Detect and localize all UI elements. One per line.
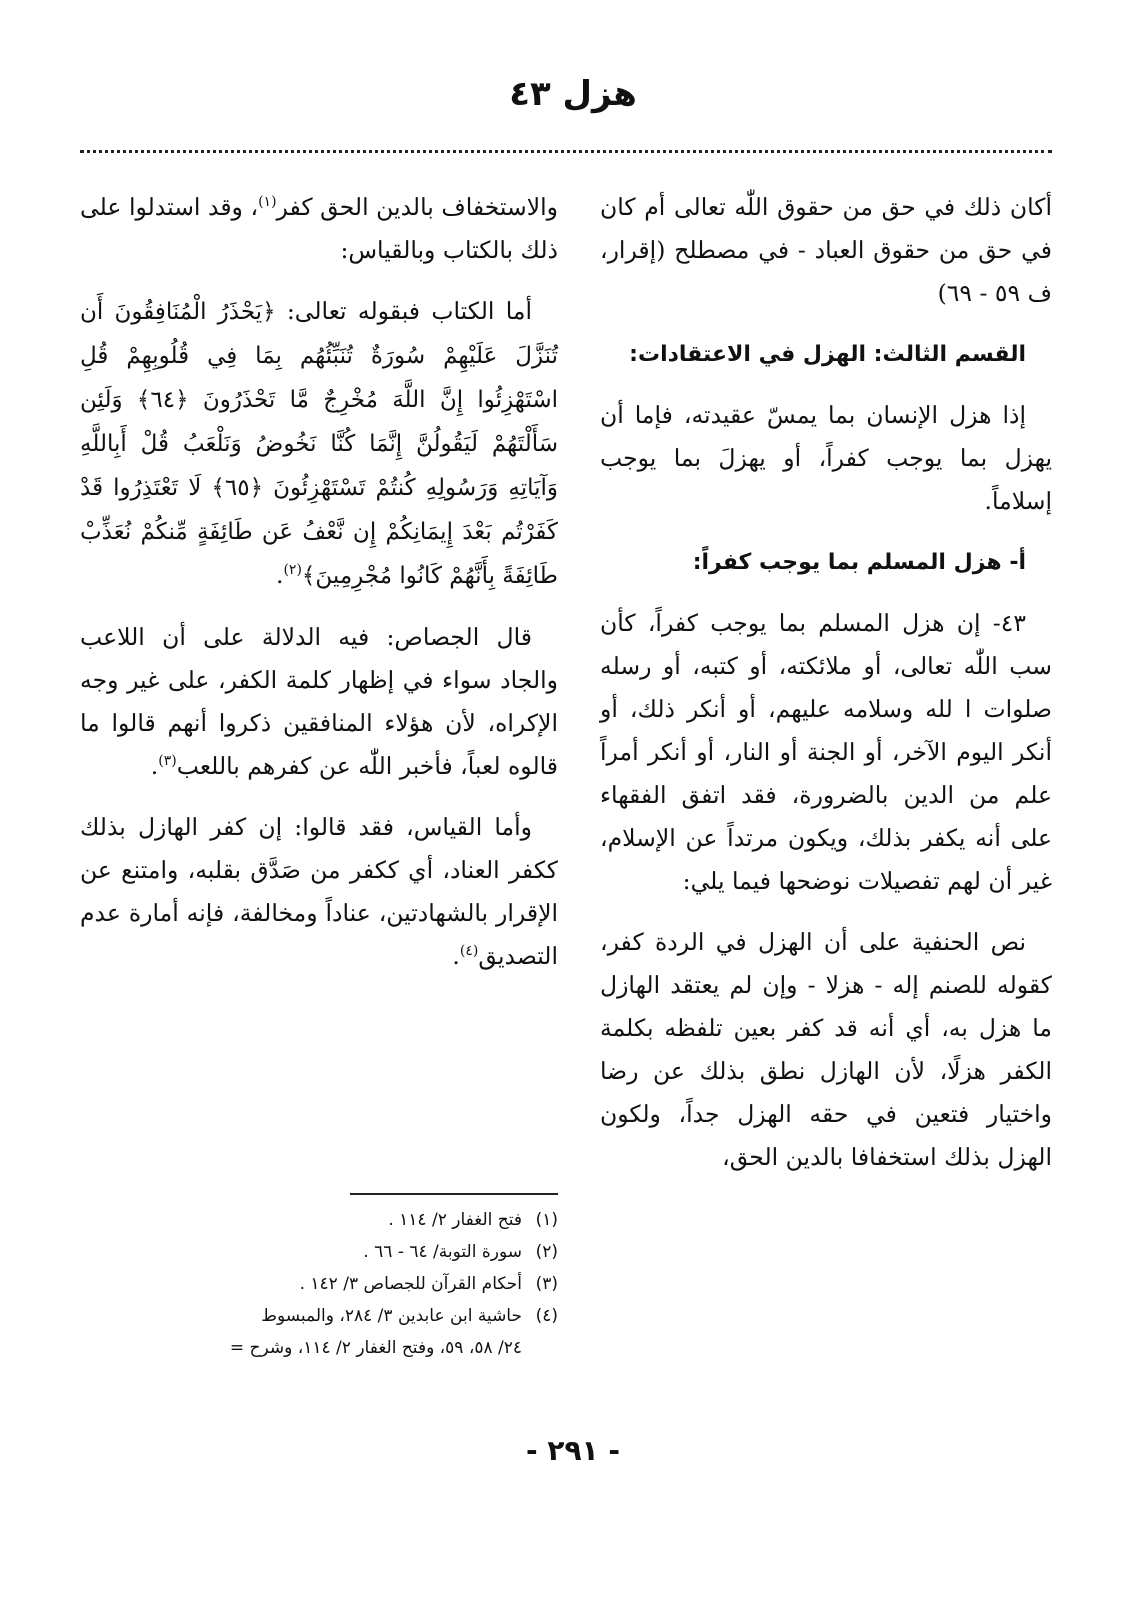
right-column — [600, 186, 1052, 1197]
footnote-continuation: ٢٤/ ٥٨، ٥٩، وفتح الغفار ٢/ ١١٤، وشرح = — [229, 1338, 522, 1358]
subheading-muslim-jest: أ- هزل المسلم بما يوجب كفراً: — [692, 550, 1026, 575]
paragraph-continuation: أكان ذلك في حق من حقوق اللّٰه تعالى أم كان في حق من حقوق العباد - في مصطلح (إقرار، ف ٥٩ - ٦٩) — [600, 193, 1052, 307]
page-header-title: هزل ٤٣ — [509, 74, 637, 114]
footnote-ref: (١) — [258, 194, 277, 211]
paragraph-text: وأما القياس، فقد قالوا: إن كفر الهازل بذلك ككفر العناد، أي ككفر من صَدَّق بقلبه، وامتنع عن الإقرار بالشهادتين، عناداً ومخالفة، فإنه أمارة عدم التصديق — [80, 813, 558, 970]
paragraph-text: . — [275, 561, 284, 589]
footnote-item — [80, 1300, 558, 1332]
page-number: - ٢٩١ - — [525, 1434, 621, 1467]
footnote-item — [80, 1268, 558, 1300]
footnote-item — [80, 1236, 558, 1268]
paragraph-text: قال الجصاص: فيه الدلالة على أن اللاعب والجاد سواء في إظهار كلمة الكفر، على غير وجه الإكراه، لأن هؤلاء المنافقين ذكروا أنهم قالوا ما قالوه لعباً، فأخبر اللّٰه عن كفرهم باللعب — [80, 623, 558, 780]
footnote-separator — [350, 1193, 558, 1195]
paragraph-quran-evidence — [80, 290, 558, 598]
footnote-text: سورة التوبة/ ٦٤ - ٦٦ . — [363, 1242, 522, 1262]
quran-verses: ﴿يَحْذَرُ الْمُنَافِقُونَ أَن تُنَزَّلَ عَلَيْهِمْ سُورَةٌ تُنَبِّئُهُم بِمَا فِي قُلُوبِهِمْ قُلِ اسْتَهْزِئُوا إِنَّ اللَّهَ مُخْرِجٌ مَّا تَحْذَرُونَ ﴿٦٤﴾ وَلَئِن سَأَلْتَهُمْ لَيَقُولُنَّ إِنَّمَا كُنَّا نَخُوضُ وَنَلْعَبُ قُلْ أَبِاللَّهِ وَآيَاتِهِ وَرَسُولِهِ كُنتُمْ تَسْتَهْزِئُونَ ﴿٦٥﴾ لَا تَعْتَذِرُوا قَدْ كَفَرْتُم بَعْدَ إِيمَانِكُمْ إِن نَّعْفُ عَن طَائِفَةٍ مِّنكُمْ نُعَذِّبْ طَائِفَةً بِأَنَّهُمْ كَانُوا مُجْرِمِينَ﴾ — [80, 299, 558, 589]
footnote-ref: (٤) — [459, 943, 479, 960]
paragraph-hanafi-view: نص الحنفية على أن الهزل في الردة كفر، كقوله للصنم إله - هزلا - وإن لم يعتقد الهازل ما هزل به، أي أنه قد كفر بعين تلفظه بكلمة الكفر هزلًا، لأن الهازل نطق بذلك عن رضا واختيار فتعين في حقه الهزل جداً، ولكون الهزل بذلك استخفافا بالدين الحق، — [600, 928, 1052, 1171]
footnote-number: (٢) — [535, 1242, 558, 1262]
footnote-ref: (٢) — [283, 562, 302, 579]
footnotes — [80, 1204, 558, 1364]
left-column — [80, 186, 558, 996]
paragraph-text: والاستخفاف بالدين الحق كفر — [276, 193, 558, 221]
header-dotted-rule — [80, 150, 1052, 153]
paragraph-jassas-quote — [80, 616, 558, 788]
footnote-number: (١) — [535, 1210, 558, 1230]
footnote-text: حاشية ابن عابدين ٣/ ٢٨٤، والمبسوط — [261, 1306, 522, 1326]
footnote-ref: (٣) — [158, 753, 177, 770]
paragraph-article-43: ٤٣- إن هزل المسلم بما يوجب كفراً، كأن سب اللّٰه تعالى، أو ملائكته، أو كتبه، أو رسله صلوات ا لله وسلامه عليهم، أو أنكر ذلك، أو أنكر اليوم الآخر، أو الجنة أو النار، أو أنكر أمراً علم من الدين بالضرورة، فقد اتفق الفقهاء على أنه يكفر بذلك، ويكون مرتداً عن الإسلام، غير أن لهم تفصيلات نوضحها فيما يلي: — [600, 609, 1052, 895]
paragraph-text: . — [452, 942, 460, 970]
paragraph-disdain-kufr — [80, 186, 558, 272]
paragraph-text: أما الكتاب فبقوله تعالى: — [275, 297, 532, 325]
paragraph-intro-beliefs: إذا هزل الإنسان بما يمسّ عقيدته، فإما أن يهزل بما يوجب كفراً، أو يهزلَ بما يوجب إسلاماً. — [600, 401, 1052, 515]
footnote-text: أحكام القرآن للجصاص ٣/ ١٤٢ . — [299, 1274, 522, 1294]
section-heading-beliefs: القسم الثالث: الهزل في الاعتقادات: — [629, 342, 1026, 367]
footnote-number: (٤) — [535, 1306, 558, 1326]
paragraph-text: . — [150, 752, 159, 780]
footnote-item — [80, 1204, 558, 1236]
paragraph-analogy — [80, 806, 558, 978]
footnote-number: (٣) — [535, 1274, 558, 1294]
footnote-text: فتح الغفار ٢/ ١١٤ . — [388, 1210, 522, 1230]
paragraph-text: ، وقد استدلوا على ذلك بالكتاب وبالقياس: — [80, 193, 558, 264]
